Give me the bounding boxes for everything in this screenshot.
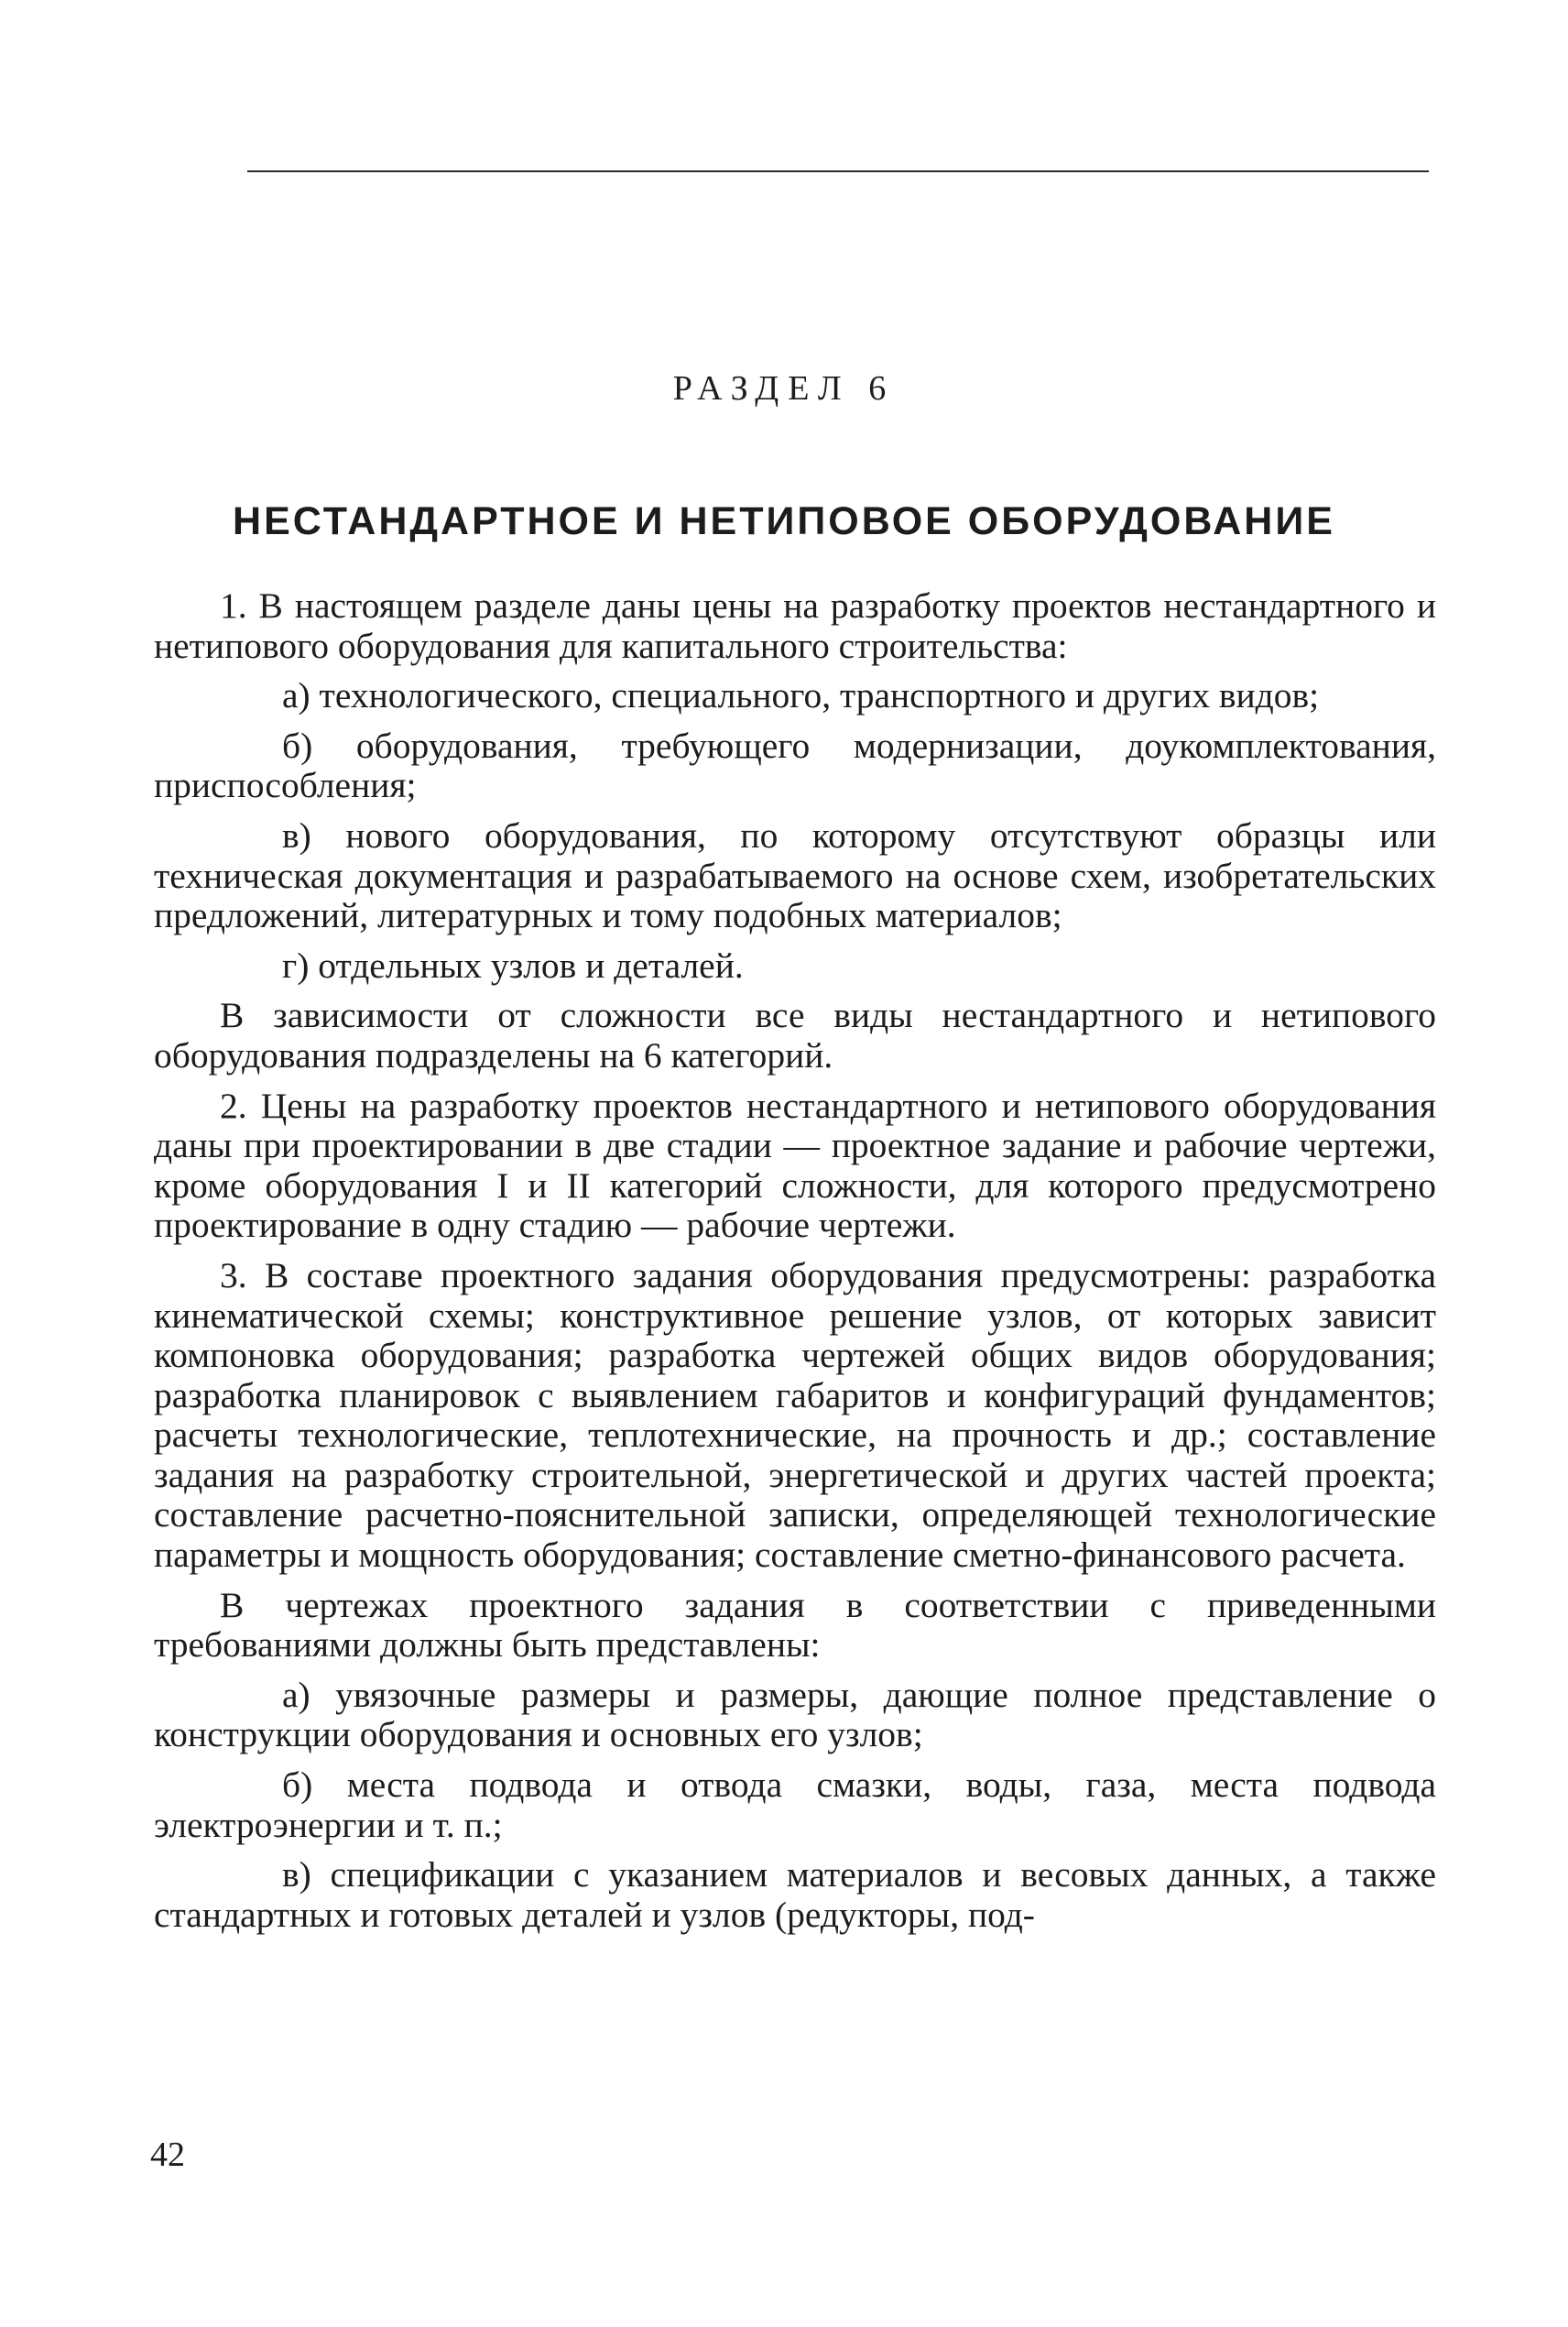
- drawings-item-b: б) места подвода и отвода смазки, воды, газа, места подвода электроэнергии и т. п.;: [154, 1764, 1436, 1845]
- list-item-g: г) отдельных узлов и деталей.: [282, 945, 744, 986]
- section-title: НЕСТАНДАРТНОЕ И НЕТИПОВОЕ ОБОРУДОВАНИЕ: [233, 499, 1335, 543]
- section-label: РАЗДЕЛ 6: [672, 369, 896, 408]
- list-item-a: а) технологического, специального, транспортного и других видов;: [282, 675, 1320, 716]
- list-item-v: в) нового оборудования, по которому отсутствуют образцы или техническая документация и разрабатываемого на основе схем, изобретательских предложений, литературных и тому подобных материалов;: [154, 814, 1436, 936]
- paragraph-categories: В зависимости от сложности все виды нестандартного и нетипового оборудования подразделены на 6 категорий.: [154, 995, 1436, 1076]
- paragraph-drawings: В чертежах проектного задания в соответствии с приведенными требованиями должны быть представлены:: [154, 1584, 1436, 1666]
- list-item-b: б) оборудования, требующего модернизации, доукомплектования, приспособления;: [154, 725, 1436, 806]
- body-text: [154, 586, 1436, 1945]
- paragraph-3: 3. В составе проектного задания оборудования предусмотрены: разработка кинематической схемы; конструктивное решение узлов, от которых зависит компоновка оборудования; разработка чертежей общих видов оборудования; разработка планировок с выявлением габаритов и конфигураций фундаментов; расчеты технологические, теплотехнические, на прочность и др.; составление задания на разработку строительной, энергетической и других частей проекта; составление расчетно-пояснительной записки, определяющей технологические параметры и мощность оборудования; составление сметно-финансового расчета.: [154, 1254, 1436, 1576]
- drawings-item-v: в) спецификации с указанием материалов и весовых данных, а также стандартных и готовых деталей и узлов (редукторы, под-: [154, 1854, 1436, 1935]
- paragraph-1: 1. В настоящем разделе даны цены на разработку проектов нестандартного и нетипового оборудования для капитального строительства:: [154, 585, 1436, 666]
- top-rule: [247, 170, 1429, 172]
- paragraph-2: 2. Цены на разработку проектов нестандартного и нетипового оборудования даны при проектировании в две стадии — проектное задание и рабочие чертежи, кроме оборудования I и II категорий сложности, для которого предусмотрено проектирование в одну стадию — рабочие чертежи.: [154, 1085, 1436, 1246]
- page-number: 42: [150, 2136, 185, 2174]
- drawings-item-a: а) увязочные размеры и размеры, дающие полное представление о конструкции оборудования и основных его узлов;: [154, 1674, 1436, 1755]
